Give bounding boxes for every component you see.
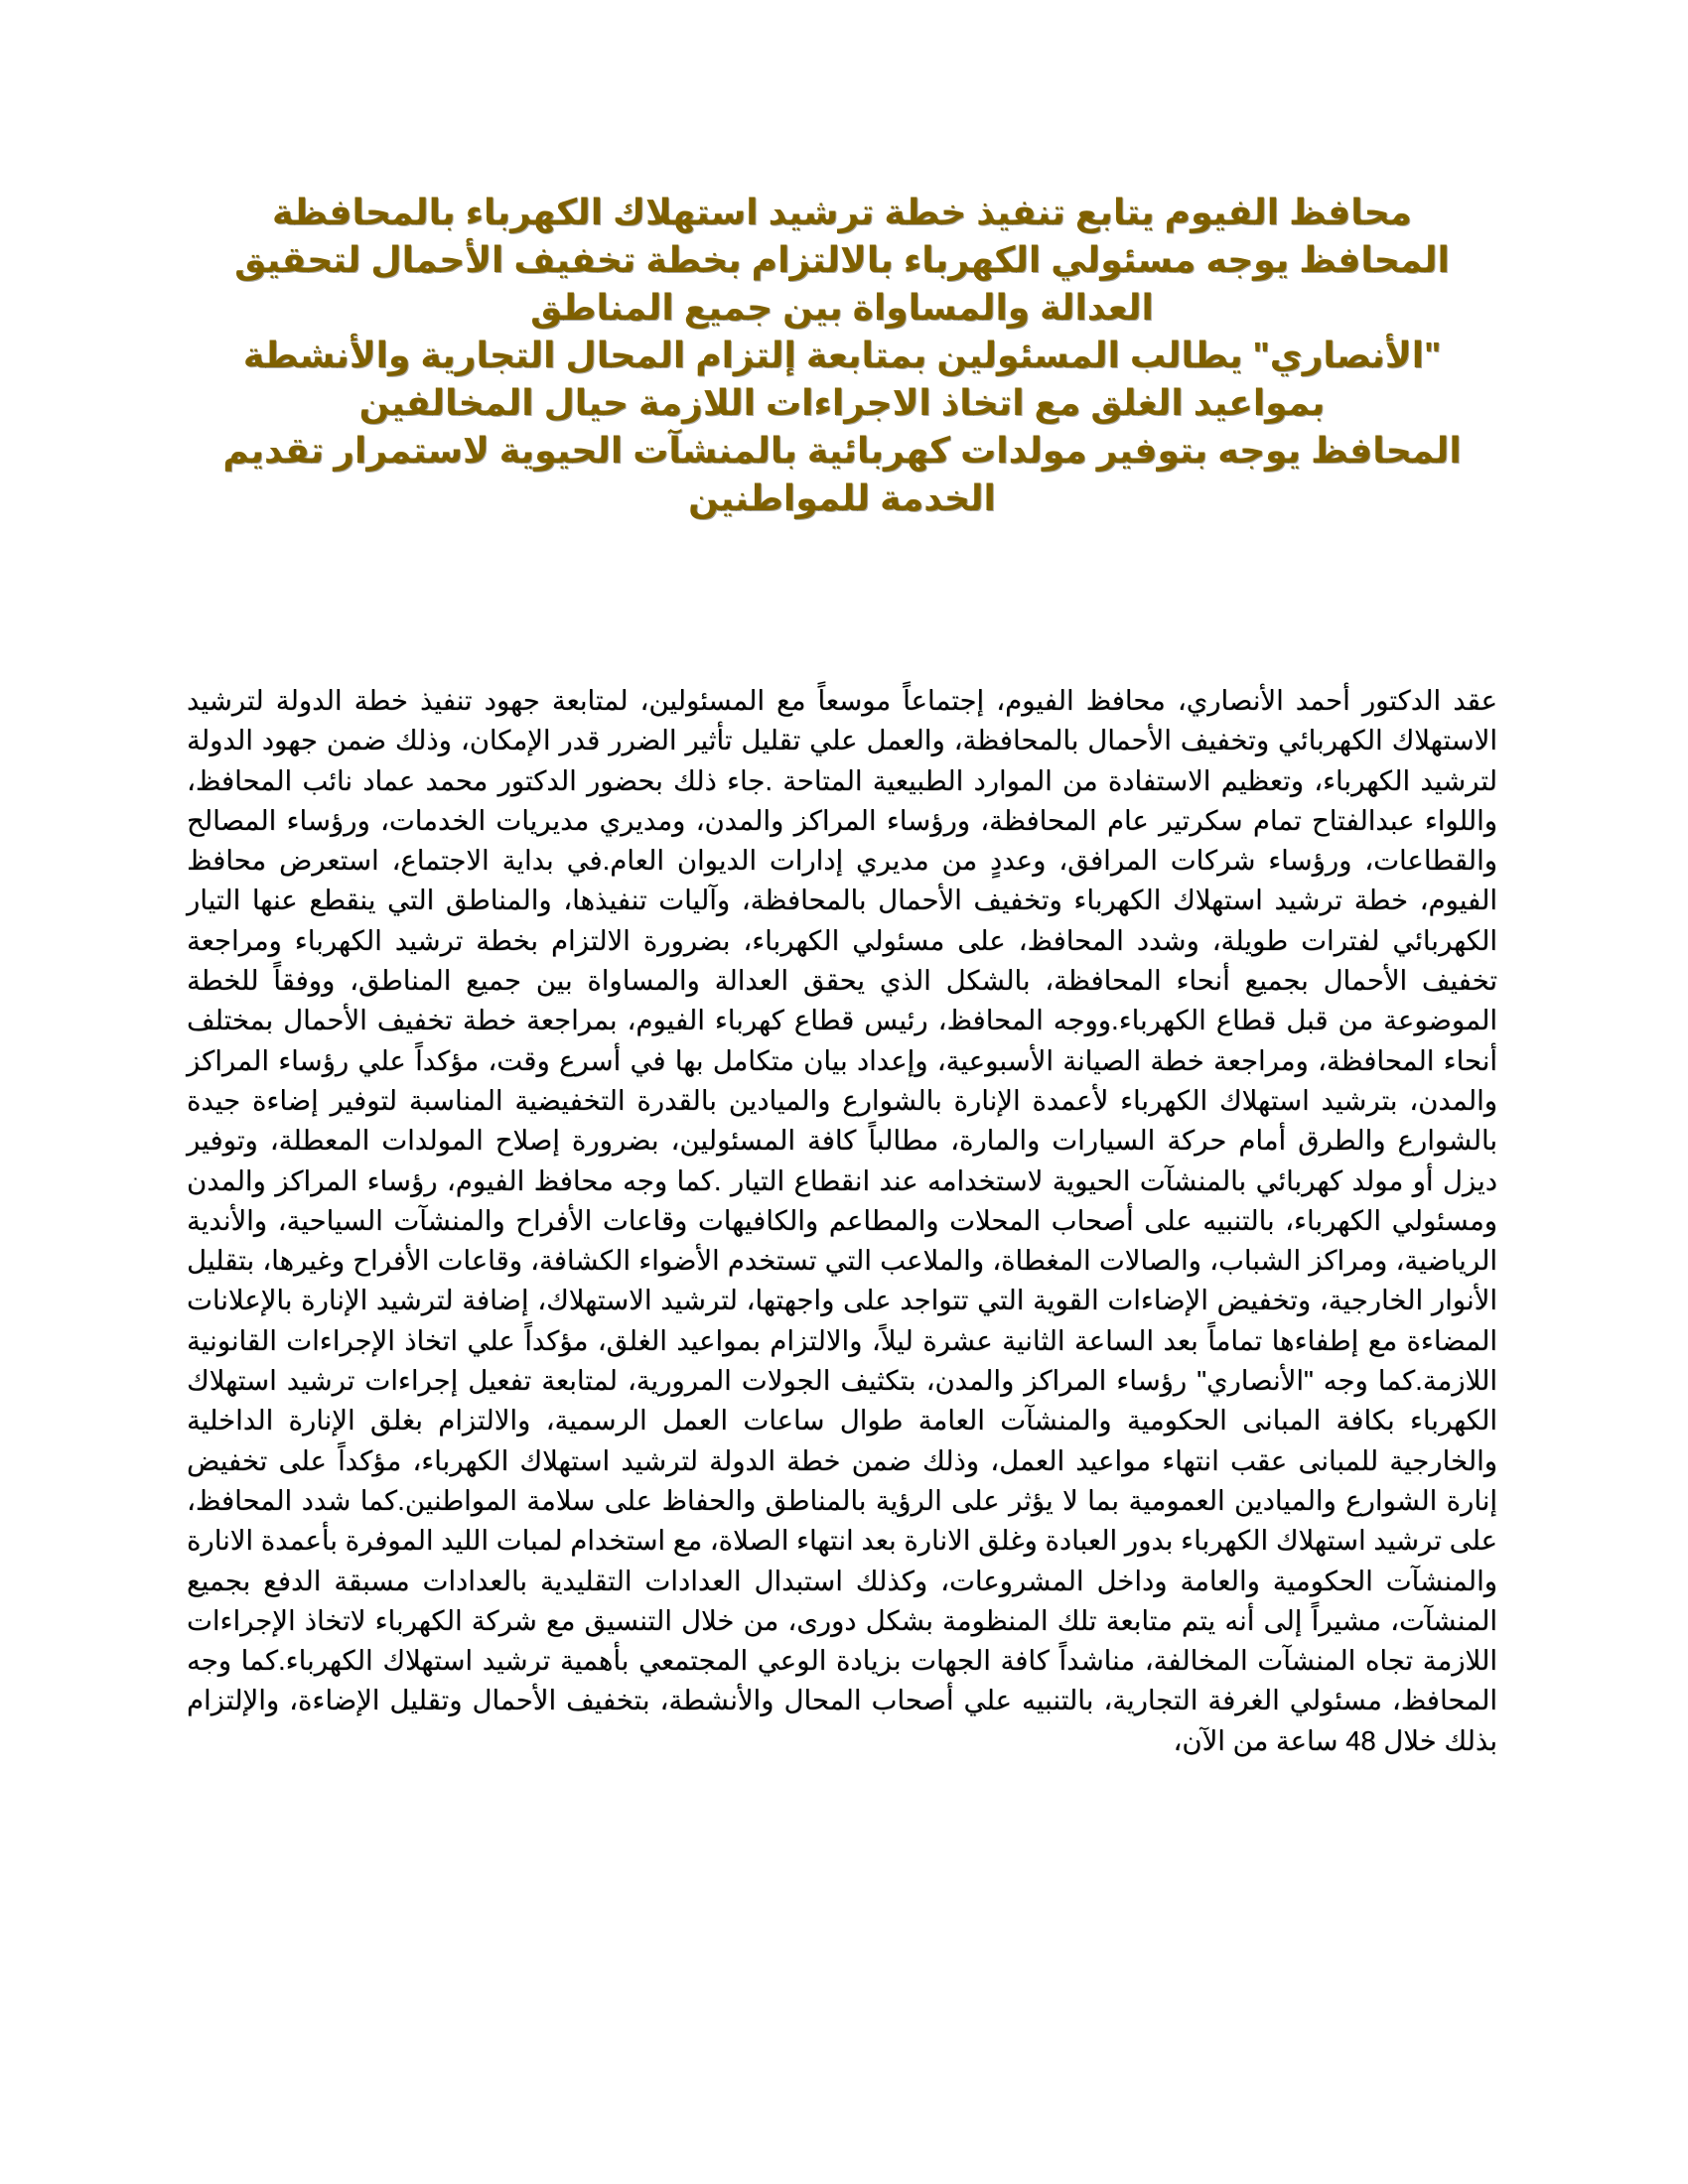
subheadline-electricity-officials: المحافظ يوجه مسئولي الكهرباء بالالتزام بخطة تخفيف الأحمال لتحقيق العدالة والمساواة بين جميع المناطق [234,239,1450,328]
subheadline-closing-hours: "الأنصاري" يطالب المسئولين بمتابعة إلتزام المحال التجارية والأنشطة بمواعيد الغلق مع اتخاذ الاجراءات اللازمة حيال المخالفين [242,335,1442,423]
article-body: عقد الدكتور أحمد الأنصاري، محافظ الفيوم، إجتماعاً موسعاً مع المسئولين، لمتابعة جهود تنفيذ خطة الدولة لترشيد الاستهلاك الكهربائي وتخفيف الأحمال بالمحافظة، والعمل علي تقليل تأثير الضرر قدر الإمكان، وذلك ضمن جهود الدولة لترشيد الكهرباء، وتعظيم الاستفادة من الموارد الطبيعية المتاحة .جاء ذلك بحضور الدكتور محمد عماد نائب المحافظ، واللواء عبدالفتاح تمام سكرتير عام المحافظة، ورؤساء المراكز والمدن، ومديري مديريات الخدمات، ورؤساء المصالح والقطاعات، ورؤساء شركات المرافق، وعددٍ من مديري إدارات الديوان العام.في بداية الاجتماع، استعرض محافظ الفيوم، خطة ترشيد استهلاك الكهرباء وتخفيف الأحمال بالمحافظة، وآليات تنفيذها، والمناطق التي ينقطع عنها التيار الكهربائي لفترات طويلة، وشدد المحافظ، على مسئولي الكهرباء، بضرورة الالتزام بخطة ترشيد الكهرباء ومراجعة تخفيف الأحمال بجميع أنحاء المحافظة، بالشكل الذي يحقق العدالة والمساواة بين جميع المناطق، ووفقاً للخطة الموضوعة من قبل قطاع الكهرباء.ووجه المحافظ، رئيس قطاع كهرباء الفيوم، بمراجعة خطة تخفيف الأحمال بمختلف أنحاء المحافظة، ومراجعة خطة الصيانة الأسبوعية، وإعداد بيان متكامل بها في أسرع وقت، مؤكداً علي رؤساء المراكز والمدن، بترشيد استهلاك الكهرباء لأعمدة الإنارة بالشوارع والميادين بالقدرة التخفيضية المناسبة لتوفير إضاءة جيدة بالشوارع والطرق أمام حركة السيارات والمارة، مطالباً كافة المسئولين، بضرورة إصلاح المولدات المعطلة، وتوفير ديزل أو مولد كهربائي بالمنشآت الحيوية لاستخدامه عند انقطاع التيار .كما وجه محافظ الفيوم، رؤساء المراكز والمدن ومسئولي الكهرباء، بالتنبيه على أصحاب المحلات والمطاعم والكافيهات وقاعات الأفراح والمنشآت السياحية، والأندية الرياضية، ومراكز الشباب، والصالات المغطاة، والملاعب التي تستخدم الأضواء الكشافة، وقاعات الأفراح وغيرها، بتقليل الأنوار الخارجية، وتخفيض الإضاءات القوية التي تتواجد على واجهتها، لترشيد الاستهلاك، إضافة لترشيد الإنارة بالإعلانات المضاءة مع إطفاءها تماماً بعد الساعة الثانية عشرة ليلاً، والالتزام بمواعيد الغلق، مؤكداً علي اتخاذ الإجراءات القانونية اللازمة.كما وجه "الأنصاري" رؤساء المراكز والمدن، بتكثيف الجولات المرورية، لمتابعة تفعيل إجراءات ترشيد استهلاك الكهرباء بكافة المبانى الحكومية والمنشآت العامة طوال ساعات العمل الرسمية، والالتزام بغلق الإنارة الداخلية والخارجية للمبانى عقب انتهاء مواعيد العمل، وذلك ضمن خطة الدولة لترشيد استهلاك الكهرباء، مؤكداً على تخفيض إنارة الشوارع والميادين العمومية بما لا يؤثر على الرؤية بالمناطق والحفاظ على سلامة المواطنين.كما شدد المحافظ، على ترشيد استهلاك الكهرباء بدور العبادة وغلق الانارة بعد انتهاء الصلاة، مع استخدام لمبات الليد الموفرة بأعمدة الانارة والمنشآت الحكومية والعامة وداخل المشروعات، وكذلك استبدال العدادات التقليدية بالعدادات مسبقة الدفع بجميع المنشآت، مشيراً إلى أنه يتم متابعة تلك المنظومة بشكل دورى، من خلال التنسيق مع شركة الكهرباء لاتخاذ الإجراءات اللازمة تجاه المنشآت المخالفة، مناشداً كافة الجهات بزيادة الوعي المجتمعي بأهمية ترشيد استهلاك الكهرباء.كما وجه المحافظ، مسئولي الغرفة التجارية، بالتنبيه علي أصحاب المحال والأنشطة، بتخفيف الأحمال وتقليل الإضاءة، والإلتزام بذلك خلال 48 ساعة من الآن، [187,685,1497,1756]
subheadline-generators: المحافظ يوجه بتوفير مولدات كهربائية بالمنشآت الحيوية لاستمرار تقديم الخدمة للمواطنين [222,430,1462,518]
document-page [187,189,1497,1789]
main-headline: محافظ الفيوم يتابع تنفيذ خطة ترشيد استهلاك الكهرباء بالمحافظة [272,192,1412,232]
headline-block [187,189,1497,522]
